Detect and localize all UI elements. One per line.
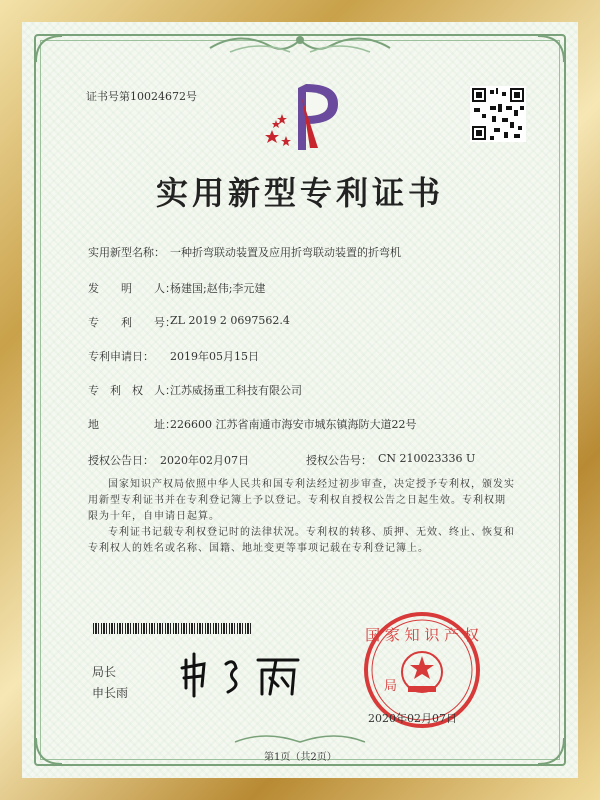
director-name: 申长雨 (92, 686, 129, 700)
certificate-number: 证书号第10024672号 (86, 90, 197, 103)
page-footer: 第1页（共2页） (264, 752, 337, 763)
corner-ornament-icon (34, 34, 64, 64)
grant-date-label: 授权公告日： (88, 454, 154, 467)
field-invention-name-label: 实用新型名称： (88, 246, 165, 259)
certificate-title: 实用新型专利证书 (155, 174, 444, 212)
director-title: 局长 (92, 665, 117, 679)
statement-paragraph-1: 国家知识产权局依照中华人民共和国专利法经过初步审查，决定授予专利权，颁发实用新型专利证书并在专利登记簿上予以登记。专利权自授权公告之日起生效。专利权期限为十年，自申请日起算。 (88, 479, 515, 522)
corner-ornament-icon (34, 736, 64, 766)
field-patentee-value: 江苏威扬重工科技有限公司 (170, 384, 302, 397)
field-patent-number-label: 专 利 号： (88, 316, 176, 329)
grant-number-value: CN 210023336 U (378, 452, 476, 465)
field-invention-name-value: 一种折弯联动装置及应用折弯联动装置的折弯机 (170, 246, 401, 259)
field-application-date-label: 专利申请日： (88, 350, 154, 363)
top-ornament-icon (200, 28, 400, 64)
field-inventor-value: 杨建国;赵伟;李元建 (170, 282, 266, 295)
field-application-date-value: 2019年05月15日 (170, 350, 259, 363)
grant-number-label: 授权公告号： (306, 454, 372, 467)
barcode-icon (93, 623, 253, 634)
field-patent-number-value: ZL 2019 2 0697562.4 (170, 314, 290, 327)
qr-code-icon (470, 86, 526, 142)
field-inventor-label: 发 明 人： (88, 282, 176, 295)
seal-date: 2020年02月07日 (368, 712, 457, 725)
corner-ornament-icon (536, 34, 566, 64)
field-patentee-label: 专 利 权 人： (88, 384, 176, 397)
statement-paragraph-2: 专利证书记载专利权登记时的法律状况。专利权的转移、质押、无效、终止、恢复和专利权人的姓名或名称、国籍、地址变更等事项记载在专利登记簿上。 (88, 527, 515, 554)
corner-ornament-icon (536, 736, 566, 766)
director-signature (178, 650, 308, 700)
field-address-value: 226600 江苏省南通市海安市城东镇海防大道22号 (170, 418, 417, 431)
svg-text:国 家 知 识 产 权: 国 家 知 识 产 权 (365, 626, 479, 644)
svg-text:局: 局 (384, 679, 398, 694)
cnipa-logo-icon (262, 78, 348, 158)
grant-date-value: 2020年02月07日 (160, 454, 249, 467)
field-address-label: 地 址： (88, 418, 176, 431)
